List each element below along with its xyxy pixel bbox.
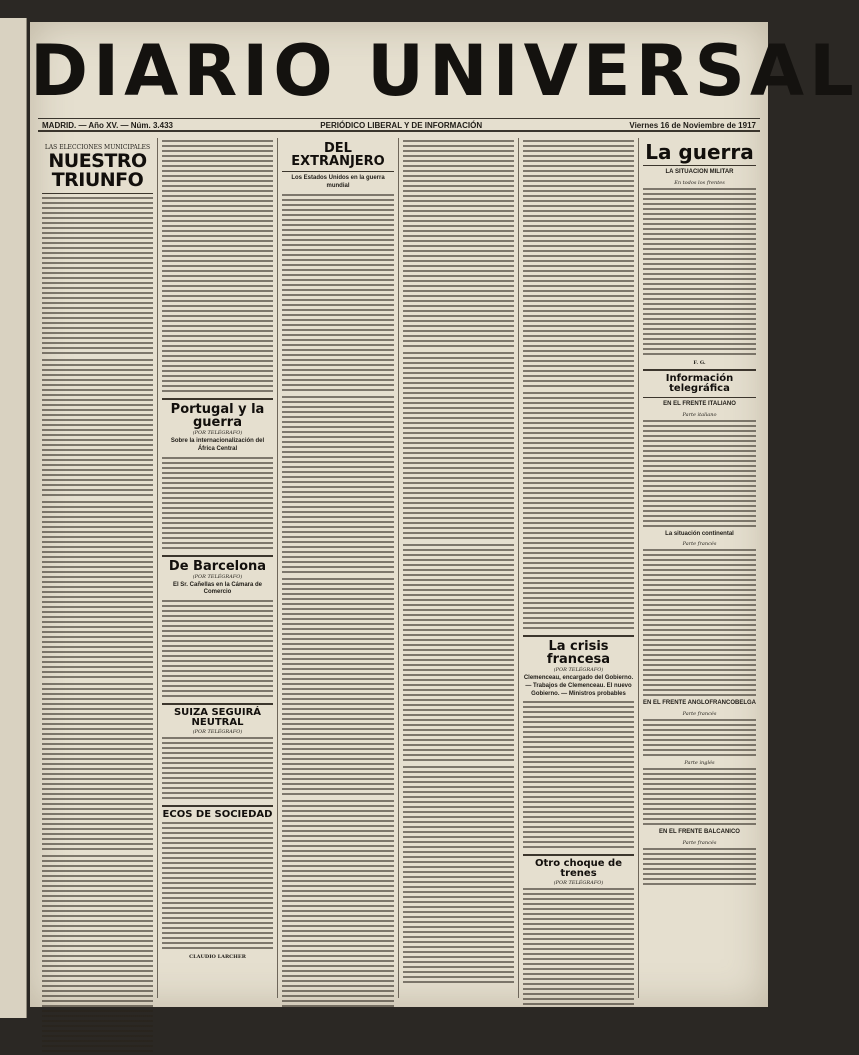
divider — [162, 398, 273, 400]
masthead — [30, 28, 859, 120]
article-columns — [38, 138, 760, 998]
body-text — [523, 701, 634, 851]
body-text — [643, 188, 756, 358]
body-text — [523, 392, 634, 632]
extranjero-deck: Los Estados Unidos en la guerra mundial — [291, 175, 385, 189]
divider — [162, 805, 273, 807]
body-text — [403, 544, 514, 764]
column-1 — [38, 138, 158, 998]
column-5 — [519, 138, 639, 998]
situacion-deck: LA SITUACION MILITAR — [665, 169, 734, 175]
italiano-sub: Parte italiano — [682, 411, 717, 418]
lead-headline: NUESTRO TRIUNFO — [48, 150, 147, 191]
body-text — [42, 501, 153, 681]
portugal-deck: Sobre la internacionalización del África Central — [170, 438, 265, 452]
parte-frances-2: Parte francés — [682, 711, 717, 718]
body-text — [42, 197, 153, 357]
body-text — [282, 194, 394, 394]
divider — [523, 635, 634, 637]
balcanico-head: EN EL FRENTE BALCANICO — [659, 829, 740, 836]
body-text — [162, 822, 273, 952]
body-text — [643, 848, 756, 888]
body-text — [162, 140, 273, 395]
choque-headline: Otro choque de trenes — [535, 858, 622, 880]
body-text — [162, 737, 273, 802]
issue-date: Viernes 16 de Noviembre de 1917 — [629, 121, 756, 130]
column-6 — [639, 138, 760, 998]
crisis-kicker: (POR TELÉGRAFO) — [553, 667, 604, 673]
dateline — [38, 118, 760, 132]
info-headline: Información telegráfica — [665, 372, 734, 394]
portugal-headline: Portugal y la guerra — [170, 402, 265, 430]
extranjero-headline: DEL EXTRANJERO — [291, 141, 385, 169]
divider — [42, 193, 153, 194]
parte-ingles: Parte inglés — [684, 760, 715, 767]
body-text — [42, 359, 153, 499]
portugal-kicker: (POR TELÉGRAFO) — [192, 430, 243, 436]
signature: CLAUDIO LARCHER — [189, 954, 246, 961]
body-text — [282, 396, 394, 576]
divider — [643, 397, 756, 398]
suiza-kicker: (POR TELÉGRAFO) — [192, 729, 243, 736]
body-text — [162, 457, 273, 552]
newspaper-page — [30, 22, 859, 1007]
body-text — [42, 855, 153, 1055]
ecos-headline: ECOS DE SOCIEDAD — [162, 809, 273, 821]
body-text — [643, 420, 756, 530]
issue-info: MADRID. — Año XV. — Núm. 3.433 — [42, 121, 173, 130]
column-4 — [399, 138, 519, 998]
body-text — [643, 719, 756, 759]
divider — [282, 171, 394, 172]
italiano-head: EN EL FRENTE ITALIANO — [663, 400, 736, 407]
barcelona-headline: De Barcelona — [168, 558, 267, 574]
body-text — [523, 888, 634, 1008]
parte-frances-3: Parte francés — [682, 839, 717, 846]
situacion-head: La situación continental — [665, 530, 734, 537]
crisis-deck: Clemenceau, encargado del Gobierno. — Trabajos de Clemenceau. El nuevo Gobierno. — Ministros probables — [523, 675, 634, 697]
divider — [643, 165, 756, 166]
body-text — [282, 800, 394, 1010]
adjacent-page-edge — [0, 18, 27, 1018]
body-text — [643, 549, 756, 699]
article-kicker: LAS ELECCIONES MUNICIPALES — [44, 144, 151, 151]
signature: F. G. — [693, 359, 706, 366]
barcelona-kicker: (POR TELÉGRAFO) — [192, 573, 243, 580]
body-text — [403, 766, 514, 986]
body-text — [403, 352, 514, 542]
body-text — [282, 578, 394, 798]
body-text — [42, 683, 153, 853]
barcelona-deck: El Sr. Cañellas en la Cámara de Comercio — [172, 581, 263, 596]
divider — [162, 703, 273, 705]
frentes-sub: En todos los frentes — [674, 179, 725, 186]
column-3 — [278, 138, 399, 998]
divider — [162, 555, 273, 557]
body-text — [643, 768, 756, 828]
divider — [643, 369, 756, 371]
body-text — [403, 140, 514, 350]
body-text — [523, 140, 634, 390]
body-text — [162, 600, 273, 700]
parte-frances: Parte francés — [682, 541, 717, 548]
masthead-title: DIARIO UNIVERSAL — [30, 30, 859, 112]
choque-kicker: (POR TELÉGRAFO) — [553, 880, 604, 887]
crisis-headline: La crisis francesa — [546, 639, 611, 667]
guerra-headline: La guerra — [645, 140, 754, 164]
paper-subtitle: PERIÓDICO LIBERAL Y DE INFORMACIÓN — [320, 121, 483, 130]
column-2 — [158, 138, 278, 998]
divider — [523, 854, 634, 856]
anglofrancobelga-head: EN EL FRENTE ANGLOFRANCOBELGA — [643, 700, 757, 707]
suiza-headline: SUIZA SEGUIRÁ NEUTRAL — [173, 707, 262, 729]
